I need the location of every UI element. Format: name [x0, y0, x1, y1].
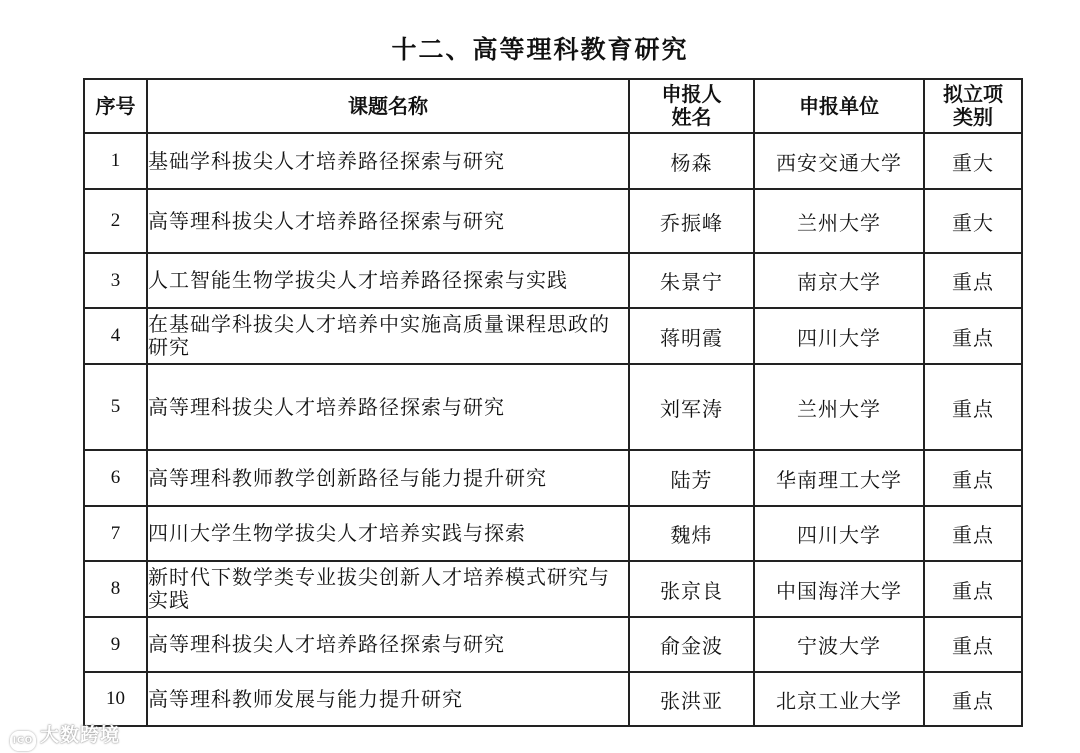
cell-applicant: 张洪亚 [629, 672, 754, 726]
cell-category: 重点 [924, 253, 1022, 308]
table-row [84, 506, 1022, 561]
watermark-logo-icon: ICO [10, 731, 36, 751]
cell-seq: 5 [84, 364, 147, 450]
cell-applicant: 蒋明霞 [629, 308, 754, 364]
table-row [84, 617, 1022, 672]
cell-category: 重点 [924, 672, 1022, 726]
cell-applicant: 张京良 [629, 561, 754, 617]
cell-unit: 中国海洋大学 [754, 561, 924, 617]
cell-topic: 人工智能生物学拔尖人才培养路径探索与实践 [147, 253, 629, 308]
cell-seq: 3 [84, 253, 147, 308]
cell-seq: 1 [84, 133, 147, 189]
table-row [84, 672, 1022, 726]
cell-topic: 高等理科教师教学创新路径与能力提升研究 [147, 450, 629, 506]
cell-applicant: 俞金波 [629, 617, 754, 672]
cell-applicant: 魏炜 [629, 506, 754, 561]
watermark [10, 720, 120, 751]
table-row [84, 364, 1022, 450]
page-title: 十二、高等理科教育研究 [391, 35, 689, 64]
cell-seq: 6 [84, 450, 147, 506]
cell-unit: 华南理工大学 [754, 450, 924, 506]
cell-topic: 高等理科拔尖人才培养路径探索与研究 [147, 364, 629, 450]
cell-applicant: 刘军涛 [629, 364, 754, 450]
cell-topic: 四川大学生物学拔尖人才培养实践与探索 [147, 506, 629, 561]
cell-applicant: 乔振峰 [629, 189, 754, 253]
header-category: 拟立项 类别 [924, 79, 1022, 133]
cell-topic: 高等理科拔尖人才培养路径探索与研究 [147, 617, 629, 672]
table-row [84, 189, 1022, 253]
cell-unit: 北京工业大学 [754, 672, 924, 726]
cell-applicant: 杨森 [629, 133, 754, 189]
project-table [83, 78, 1023, 727]
cell-seq: 10 [84, 672, 147, 726]
cell-seq: 8 [84, 561, 147, 617]
cell-topic: 在基础学科拔尖人才培养中实施高质量课程思政的研究 [147, 308, 629, 364]
header-seq: 序号 [84, 79, 147, 133]
cell-category: 重大 [924, 189, 1022, 253]
cell-category: 重点 [924, 506, 1022, 561]
watermark-label: 大数跨境 [40, 724, 121, 746]
cell-category: 重点 [924, 617, 1022, 672]
cell-category: 重点 [924, 364, 1022, 450]
cell-unit: 兰州大学 [754, 189, 924, 253]
cell-seq: 9 [84, 617, 147, 672]
cell-category: 重点 [924, 450, 1022, 506]
table-row [84, 308, 1022, 364]
cell-category: 重大 [924, 133, 1022, 189]
cell-topic: 高等理科教师发展与能力提升研究 [147, 672, 629, 726]
cell-applicant: 朱景宁 [629, 253, 754, 308]
cell-seq: 2 [84, 189, 147, 253]
cell-unit: 兰州大学 [754, 364, 924, 450]
table-row [84, 450, 1022, 506]
header-applicant: 申报人 姓名 [629, 79, 754, 133]
cell-category: 重点 [924, 561, 1022, 617]
table-row [84, 561, 1022, 617]
cell-seq: 7 [84, 506, 147, 561]
cell-topic: 高等理科拔尖人才培养路径探索与研究 [147, 189, 629, 253]
cell-unit: 四川大学 [754, 308, 924, 364]
header-topic: 课题名称 [147, 79, 629, 133]
cell-topic: 基础学科拔尖人才培养路径探索与研究 [147, 133, 629, 189]
header-row [84, 79, 1022, 133]
cell-unit: 西安交通大学 [754, 133, 924, 189]
cell-applicant: 陆芳 [629, 450, 754, 506]
cell-topic: 新时代下数学类专业拔尖创新人才培养模式研究与实践 [147, 561, 629, 617]
cell-unit: 南京大学 [754, 253, 924, 308]
table-row [84, 253, 1022, 308]
table-row [84, 133, 1022, 189]
cell-category: 重点 [924, 308, 1022, 364]
cell-seq: 4 [84, 308, 147, 364]
cell-unit: 宁波大学 [754, 617, 924, 672]
header-unit: 申报单位 [754, 79, 924, 133]
cell-unit: 四川大学 [754, 506, 924, 561]
